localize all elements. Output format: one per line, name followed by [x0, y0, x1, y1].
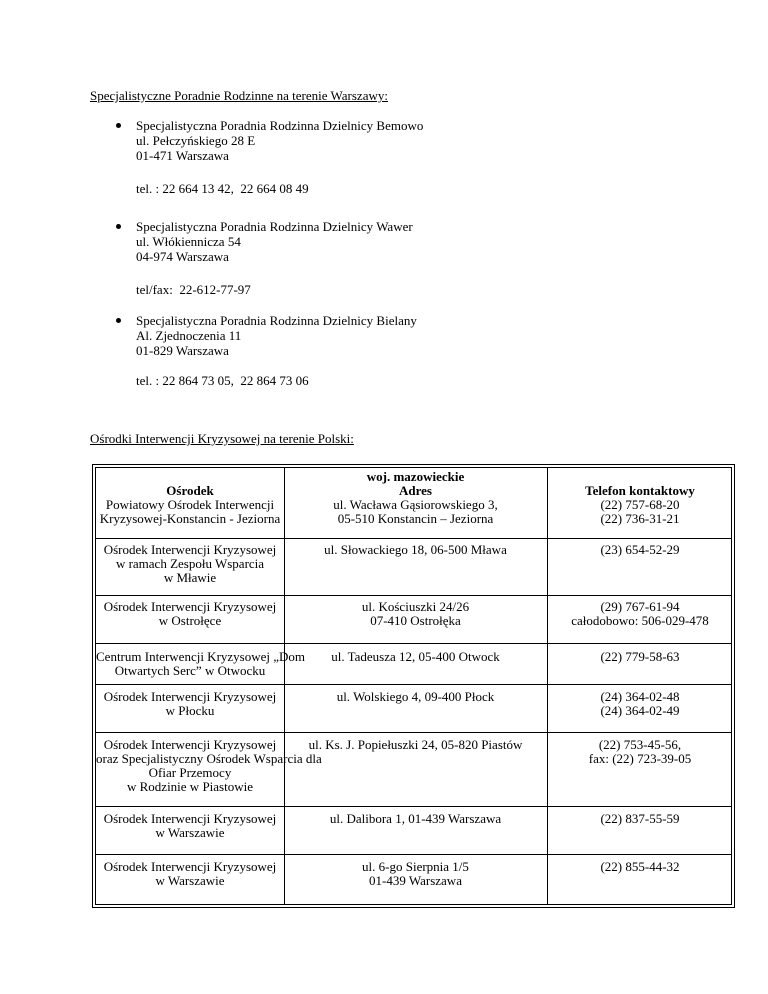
table-cell-phone — [547, 812, 733, 826]
section-heading-crisis-centers: Ośrodki Interwencji Kryzysowej na terenie Polski: — [90, 431, 354, 446]
center-name-line: w Warszawie — [155, 873, 225, 888]
center-phone-line: (24) 364-02-49 — [600, 703, 680, 718]
clinic-city: 01-471 Warszawa — [136, 148, 229, 163]
center-name-line: Centrum Interwencji Kryzysowej „Dom — [96, 649, 306, 664]
row-divider — [96, 806, 731, 807]
center-phone-line: (22) 736-31-21 — [600, 511, 680, 526]
center-phone-line: (24) 364-02-48 — [600, 689, 680, 704]
table-cell-address — [284, 484, 547, 526]
center-name-line: oraz Specjalistyczny Ośrodek Wsparcia dla — [96, 751, 322, 766]
clinic-phone: tel/fax: 22-612-77-97 — [136, 282, 251, 297]
table-cell-name — [96, 690, 284, 718]
clinic-street: ul. Pełczyńskiego 28 E — [136, 133, 256, 148]
row-divider — [96, 643, 731, 644]
center-name-line: w Rodzinie w Piastowie — [126, 779, 253, 794]
table-cell-name — [96, 812, 284, 840]
table-inner-border — [95, 467, 732, 905]
table-cell-address — [284, 600, 547, 628]
center-name-line: Ośrodek Interwencji Kryzysowej — [103, 859, 277, 874]
row-divider — [96, 684, 731, 685]
table-cell-phone — [547, 600, 733, 628]
center-address-line: 01-439 Warszawa — [369, 873, 462, 888]
table-cell-address — [284, 543, 547, 557]
center-address-line: ul. Tadeusza 12, 05-400 Otwock — [331, 649, 500, 664]
center-name-line: w Mławie — [163, 570, 217, 585]
table-cell-address — [284, 812, 547, 826]
clinic-city: 01-829 Warszawa — [136, 343, 229, 358]
clinic-phone: tel. : 22 664 13 42, 22 664 08 49 — [136, 181, 309, 196]
center-address-line: ul. 6-go Sierpnia 1/5 — [362, 859, 469, 874]
table-cell-address — [284, 738, 547, 752]
center-phone-line: (29) 767-61-94 — [600, 599, 680, 614]
center-name-line: Ośrodek Interwencji Kryzysowej — [103, 599, 277, 614]
table-cell-name — [96, 649, 306, 678]
clinic-entry — [136, 219, 413, 264]
table-cell-name — [96, 600, 284, 628]
clinic-phone: tel. : 22 864 73 05, 22 864 73 06 — [136, 373, 309, 388]
center-name-line: w Płocku — [165, 703, 215, 718]
column-header-phone: Telefon kontaktowy — [585, 483, 695, 498]
clinic-street: ul. Włókiennicza 54 — [136, 234, 241, 249]
table-cell-phone — [547, 484, 733, 526]
clinic-street: Al. Zjednoczenia 11 — [136, 328, 242, 343]
table-cell-address — [284, 690, 547, 704]
center-phone-line: (22) 757-68-20 — [600, 497, 680, 512]
bullet-icon — [116, 123, 121, 128]
center-phone-line: całodobowo: 506-029-478 — [571, 613, 709, 628]
center-address-line: ul. Słowackiego 18, 06-500 Mława — [324, 542, 507, 557]
table-cell-phone — [547, 650, 733, 664]
column-divider — [284, 468, 285, 904]
table-cell-address — [284, 860, 547, 888]
center-phone-line: (22) 779-58-63 — [600, 649, 680, 664]
center-name-line: Ośrodek Interwencji Kryzysowej — [103, 737, 277, 752]
column-header-address: Adres — [399, 483, 432, 498]
center-name-line: Powiatowy Ośrodek Interwencji — [105, 497, 275, 512]
region-label: woj. mazowieckie — [366, 469, 465, 484]
clinic-name: Specjalistyczna Poradnia Rodzinna Dzielnicy Wawer — [136, 219, 413, 234]
center-phone-line: (23) 654-52-29 — [600, 542, 680, 557]
table-cell-phone — [547, 738, 733, 766]
center-name-line: Ofiar Przemocy — [148, 765, 232, 780]
clinic-entry — [136, 313, 417, 358]
center-address-line: ul. Wacława Gąsiorowskiego 3, — [333, 497, 498, 512]
table-cell-address — [284, 650, 547, 664]
center-address-line: ul. Wolskiego 4, 09-400 Płock — [336, 689, 495, 704]
center-name-line: Otwartych Serc” w Otwocku — [114, 663, 266, 678]
center-address-line: 07-410 Ostrołęka — [370, 613, 461, 628]
center-name-line: w Ostrołęce — [158, 613, 222, 628]
center-address-line: ul. Ks. J. Popiełuszki 24, 05-820 Piastów — [308, 737, 523, 752]
center-address-line: 05-510 Konstancin – Jeziorna — [337, 511, 494, 526]
clinic-city: 04-974 Warszawa — [136, 249, 229, 264]
table-cell-name — [96, 860, 284, 888]
row-divider — [96, 854, 731, 855]
center-phone-line: fax: (22) 723-39-05 — [588, 751, 692, 766]
table-cell-name — [96, 484, 284, 526]
center-name-line: Kryzysowej-Konstancin - Jeziorna — [99, 511, 281, 526]
column-header-center: Ośrodek — [166, 483, 214, 498]
table-cell-phone — [547, 543, 733, 557]
clinic-name: Specjalistyczna Poradnia Rodzinna Dzielnicy Bemowo — [136, 118, 424, 133]
center-phone-line: (22) 837-55-59 — [600, 811, 680, 826]
row-divider — [96, 595, 731, 596]
center-name-line: w Warszawie — [155, 825, 225, 840]
row-divider — [96, 732, 731, 733]
center-address-line: ul. Kościuszki 24/26 — [361, 599, 470, 614]
bullet-icon — [116, 224, 121, 229]
column-divider — [547, 468, 548, 904]
center-name-line: w ramach Zespołu Wsparcia — [115, 556, 265, 571]
bullet-icon — [116, 318, 121, 323]
table-cell-phone — [547, 690, 733, 718]
row-divider — [96, 538, 731, 539]
center-phone-line: (22) 855-44-32 — [600, 859, 680, 874]
table-cell-name — [96, 737, 322, 794]
crisis-centers-table — [92, 464, 735, 908]
table-region-header — [284, 470, 547, 484]
clinic-entry — [136, 118, 423, 163]
center-phone-line: (22) 753-45-56, — [598, 737, 682, 752]
center-address-line: ul. Dalibora 1, 01-439 Warszawa — [329, 811, 502, 826]
center-name-line: Ośrodek Interwencji Kryzysowej — [103, 811, 277, 826]
table-cell-phone — [547, 860, 733, 874]
table-cell-name — [96, 543, 284, 585]
clinic-name: Specjalistyczna Poradnia Rodzinna Dzielnicy Bielany — [136, 313, 417, 328]
center-name-line: Ośrodek Interwencji Kryzysowej — [103, 689, 277, 704]
section-heading-clinics: Specjalistyczne Poradnie Rodzinne na terenie Warszawy: — [90, 88, 388, 103]
center-name-line: Ośrodek Interwencji Kryzysowej — [103, 542, 277, 557]
